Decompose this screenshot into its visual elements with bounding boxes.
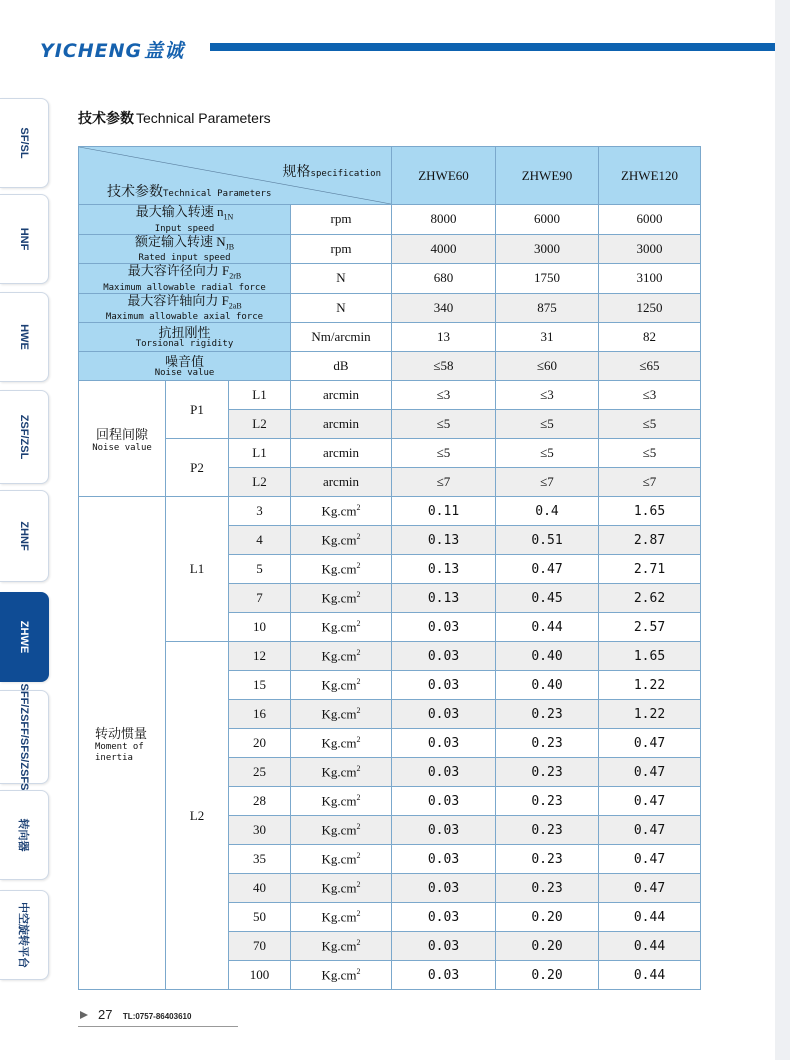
value-cell: 0.03 [392,932,496,961]
param-name-cn: 最大容许径向力 F [127,263,230,279]
backlash-row [79,439,701,468]
unit-text: Kg.cm [321,851,357,867]
brand-name: YICHENG [40,40,143,62]
unit-cell: N [291,293,392,323]
unit-text: Kg.cm [321,735,357,751]
footer-tel: TL:0757-86403610 [122,1012,192,1021]
spec-label-en: specification [310,169,381,179]
ratio-cell: 15 [229,671,291,700]
ratio-cell: 70 [229,932,291,961]
stage-cell: L1 [229,439,291,468]
ratio-cell: 30 [229,816,291,845]
unit-text: Kg.cm [321,909,357,925]
unit-cell: arcmin [291,468,392,497]
unit-cell [291,816,392,845]
value-cell: ≤7 [496,468,599,497]
section-title-en: Technical Parameters [136,110,271,126]
backlash-group: P1 [166,381,229,439]
backlash-label-cn: 回程间隙 [95,426,148,442]
unit-cell [291,584,392,613]
value-cell: ≤5 [496,410,599,439]
section-title [78,108,271,128]
tab-label: ZHNF [18,521,30,551]
value-cell: 0.47 [599,874,701,903]
param-row [79,323,701,352]
ratio-cell: 100 [229,961,291,990]
technical-parameters-table [78,146,701,990]
value-cell: 0.23 [496,729,599,758]
ratio-cell: 5 [229,555,291,584]
value-cell: 0.03 [392,961,496,990]
brand-logo [40,36,184,63]
value-cell: 3100 [599,264,701,294]
unit-sup: 2 [356,909,361,919]
ratio-cell: 10 [229,613,291,642]
unit-cell [291,787,392,816]
param-name [79,234,291,264]
param-name-sub: 1N [223,212,234,222]
value-cell: 8000 [392,205,496,235]
ratio-cell: 3 [229,497,291,526]
value-cell: 2.62 [599,584,701,613]
unit-sup: 2 [356,735,361,745]
unit-sup: 2 [356,706,361,716]
unit-cell: arcmin [291,381,392,410]
tab-label: SF/SL [18,127,30,159]
value-cell: 3000 [599,234,701,264]
value-cell: 0.03 [392,729,496,758]
unit-cell: arcmin [291,439,392,468]
unit-text: Kg.cm [321,822,357,838]
value-cell: 0.47 [599,816,701,845]
unit-cell: N [291,264,392,294]
header-row [79,147,701,205]
page-number: 27 [98,1007,113,1022]
tab-1[interactable] [0,98,49,188]
value-cell: 0.23 [496,758,599,787]
spec-label [283,161,381,181]
value-cell: ≤5 [599,439,701,468]
param-name-sub: 2rB [229,271,242,281]
value-cell: ≤7 [599,468,701,497]
brand-name-cn: 盖诚 [144,40,185,62]
value-cell: 0.23 [496,787,599,816]
value-cell: 13 [392,323,496,352]
unit-sup: 2 [356,590,361,600]
value-cell: ≤5 [599,410,701,439]
value-cell: 1.65 [599,497,701,526]
value-cell: ≤58 [392,352,496,381]
unit-cell: arcmin [291,410,392,439]
value-cell: 4000 [392,234,496,264]
value-cell: 0.03 [392,787,496,816]
tab-2[interactable] [0,194,49,284]
param-name-en: Torsional rigidity [135,338,234,349]
value-cell: 0.03 [392,671,496,700]
value-cell: 0.47 [599,729,701,758]
param-name-cn: 噪音值 [164,353,204,369]
section-title-cn: 技术参数 [78,110,134,126]
value-cell: 0.47 [599,845,701,874]
value-cell: 0.47 [599,758,701,787]
ratio-cell: 35 [229,845,291,874]
tab-label: SFF/ZSFF/SFS/ZSFS [18,683,30,791]
unit-sup: 2 [356,503,361,513]
inertia-label-cn: 转动惯量 [95,725,148,741]
value-cell: ≤7 [392,468,496,497]
ratio-cell: 40 [229,874,291,903]
model-header: ZHWE120 [599,147,701,205]
value-cell: 0.23 [496,700,599,729]
unit-cell [291,526,392,555]
value-cell: 0.44 [599,932,701,961]
value-cell: 680 [392,264,496,294]
page-footer [78,1006,191,1024]
unit-cell [291,613,392,642]
param-name [79,323,291,352]
unit-sup: 2 [356,938,361,948]
tab-label: HWE [18,324,30,350]
inertia-row [79,642,701,671]
value-cell: ≤60 [496,352,599,381]
unit-text: Kg.cm [321,503,357,519]
unit-sup: 2 [356,648,361,658]
value-cell: ≤65 [599,352,701,381]
value-cell: 1.65 [599,642,701,671]
value-cell: 0.40 [496,642,599,671]
value-cell: 2.87 [599,526,701,555]
value-cell: 0.03 [392,845,496,874]
ratio-cell: 12 [229,642,291,671]
param-label-en: Technical Parameters [163,189,272,199]
tab-label: HNF [18,227,30,251]
value-cell: 0.03 [392,903,496,932]
value-cell: 340 [392,293,496,323]
param-name-cn: 抗扭刚性 [158,324,211,340]
unit-sup: 2 [356,532,361,542]
value-cell: 0.44 [496,613,599,642]
value-cell: 0.45 [496,584,599,613]
inertia-label [79,497,166,990]
ratio-cell: 4 [229,526,291,555]
ratio-cell: 25 [229,758,291,787]
value-cell: 3000 [496,234,599,264]
unit-cell [291,874,392,903]
value-cell: 0.23 [496,845,599,874]
value-cell: 0.23 [496,816,599,845]
tab-3[interactable] [0,292,49,382]
inertia-row [79,497,701,526]
unit-cell [291,700,392,729]
unit-cell [291,932,392,961]
tab-label: ZHWE [18,620,30,654]
unit-text: Kg.cm [321,793,357,809]
footer-arrow-icon [80,1011,88,1019]
inertia-label-en2: inertia [95,752,133,763]
unit-cell [291,903,392,932]
stage-cell: L2 [229,410,291,439]
param-name-cn: 最大容许轴向力 F [127,292,229,308]
unit-sup: 2 [356,793,361,803]
value-cell: 6000 [496,205,599,235]
ratio-cell: 7 [229,584,291,613]
unit-cell [291,758,392,787]
ratio-cell: 20 [229,729,291,758]
value-cell: 0.51 [496,526,599,555]
value-cell: 0.03 [392,758,496,787]
value-cell: ≤3 [392,381,496,410]
ratio-cell: 50 [229,903,291,932]
value-cell: 0.03 [392,874,496,903]
diagonal-header-cell [79,147,392,205]
model-header: ZHWE60 [392,147,496,205]
unit-sup: 2 [356,677,361,687]
value-cell: 0.47 [496,555,599,584]
value-cell: 0.03 [392,700,496,729]
value-cell: 0.13 [392,526,496,555]
value-cell: 875 [496,293,599,323]
unit-cell [291,642,392,671]
value-cell: 1250 [599,293,701,323]
unit-text: Kg.cm [321,764,357,780]
footer-rule [78,1026,238,1027]
value-cell: ≤3 [496,381,599,410]
unit-sup: 2 [356,561,361,571]
header-rule [210,43,775,51]
unit-sup: 2 [356,822,361,832]
unit-cell [291,845,392,874]
tab-4[interactable] [0,390,49,484]
tab-label: ZSF/ZSL [18,414,30,460]
value-cell: 6000 [599,205,701,235]
unit-text: Kg.cm [321,706,357,722]
unit-sup: 2 [356,619,361,629]
tab-8[interactable] [0,790,49,880]
backlash-label-en: Noise value [92,442,152,453]
unit-cell: rpm [291,234,392,264]
unit-cell: dB [291,352,392,381]
model-header: ZHWE90 [496,147,599,205]
stage-cell: L1 [229,381,291,410]
value-cell: 0.44 [599,961,701,990]
backlash-group: P2 [166,439,229,497]
inertia-label-en1: Moment of [95,741,144,752]
tab-5[interactable] [0,490,49,582]
value-cell: ≤5 [496,439,599,468]
param-label-cn: 技术参数 [107,185,163,200]
unit-cell: Nm/arcmin [291,323,392,352]
value-cell: 0.03 [392,613,496,642]
param-name-sub: 2aB [228,301,242,311]
unit-cell: rpm [291,205,392,235]
param-name [79,293,291,323]
unit-text: Kg.cm [321,590,357,606]
unit-sup: 2 [356,851,361,861]
param-name-en: Maximum allowable axial force [105,312,264,323]
param-name [79,264,291,294]
param-name-cn: 额定输入转速 N [134,233,226,249]
param-name-en: Rated input speed [138,253,231,264]
ratio-cell: 16 [229,700,291,729]
value-cell: 0.20 [496,932,599,961]
param-row [79,352,701,381]
unit-text: Kg.cm [321,677,357,693]
unit-text: Kg.cm [321,619,357,635]
value-cell: 0.47 [599,787,701,816]
param-name [79,352,291,381]
unit-cell [291,555,392,584]
unit-text: Kg.cm [321,938,357,954]
unit-cell [291,729,392,758]
value-cell: 0.13 [392,555,496,584]
unit-text: Kg.cm [321,880,357,896]
param-label [107,181,271,201]
unit-cell [291,671,392,700]
unit-text: Kg.cm [321,561,357,577]
unit-text: Kg.cm [321,532,357,548]
unit-cell [291,497,392,526]
value-cell: 1.22 [599,671,701,700]
unit-text: Kg.cm [321,967,357,983]
param-row [79,293,701,323]
param-name-cn: 最大输入转速 n [135,204,224,219]
value-cell: 1.22 [599,700,701,729]
param-name-sub: JB [225,242,235,252]
param-row [79,234,701,264]
backlash-label [79,381,166,497]
value-cell: 31 [496,323,599,352]
value-cell: ≤3 [599,381,701,410]
value-cell: 1750 [496,264,599,294]
value-cell: 0.03 [392,642,496,671]
unit-text: Kg.cm [321,648,357,664]
inertia-group: L1 [166,497,229,642]
value-cell: 2.71 [599,555,701,584]
tab-9[interactable] [0,890,49,980]
value-cell: 0.03 [392,816,496,845]
value-cell: 0.11 [392,497,496,526]
value-cell: 0.20 [496,961,599,990]
unit-sup: 2 [356,967,361,977]
value-cell: 82 [599,323,701,352]
unit-sup: 2 [356,880,361,890]
param-row [79,205,701,235]
param-row [79,264,701,294]
param-name-en: Input speed [154,223,215,234]
tab-label: 转向器 [17,818,29,852]
backlash-row [79,381,701,410]
right-edge-bar [775,0,790,1060]
unit-sup: 2 [356,764,361,774]
value-cell: 0.23 [496,874,599,903]
value-cell: ≤5 [392,439,496,468]
param-name-en: Noise value [154,367,215,378]
stage-cell: L2 [229,468,291,497]
tab-6[interactable] [0,592,49,682]
value-cell: ≤5 [392,410,496,439]
spec-label-cn: 规格 [282,165,311,180]
tab-label: 中空旋转平台 [17,902,29,968]
value-cell: 0.4 [496,497,599,526]
param-name-en: Maximum allowable radial force [103,282,266,293]
unit-cell [291,961,392,990]
inertia-group: L2 [166,642,229,990]
ratio-cell: 28 [229,787,291,816]
param-name [79,205,291,235]
value-cell: 0.20 [496,903,599,932]
value-cell: 0.40 [496,671,599,700]
value-cell: 0.44 [599,903,701,932]
value-cell: 2.57 [599,613,701,642]
tab-7[interactable] [0,683,49,791]
value-cell: 0.13 [392,584,496,613]
